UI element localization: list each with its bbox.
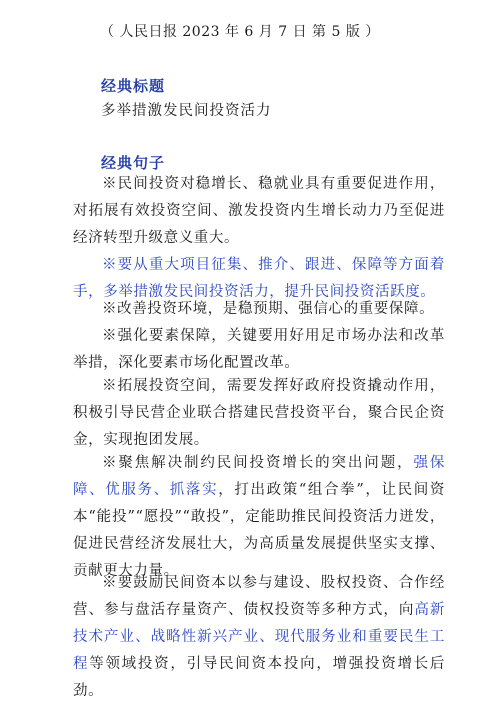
sentence-text: ※民间投资对稳增长、稳就业具有重要促进作用，对拓展有效投资空间、激发投资内生增长动力乃至促进经济转型升级意义重大。 bbox=[73, 176, 445, 246]
sentence-text: 等领域投资，引导民间资本投向，增强投资增长后劲。 bbox=[73, 656, 445, 699]
sentence-text: ※拓展投资空间，需要发挥好政府投资撬动作用，积极引导民营企业联合搭建民营投资平台，聚合民企资金，实现抱团发展。 bbox=[73, 378, 445, 448]
sentence-paragraph bbox=[73, 450, 445, 585]
sentence-text-highlight: 高新技术产业、战略性新兴产业、现代服务业和重要民生工程 bbox=[73, 602, 445, 672]
sentence-paragraph bbox=[73, 296, 445, 323]
sentence-text: ※要鼓励民间资本以参与建设、股权投资、合作经营、参与盘活存量资产、债权投资等多种方式，向 bbox=[73, 575, 445, 618]
source-citation: （ 人民日报 2023 年 6 月 7 日 第 5 版 ） bbox=[100, 24, 380, 40]
sentence-paragraph bbox=[73, 373, 445, 454]
sentence-paragraph bbox=[73, 323, 445, 377]
sentences-heading: 经典句子 bbox=[101, 154, 166, 172]
sentence-text: ※聚焦解决制约民间投资增长的突出问题， bbox=[102, 455, 414, 471]
sentence-text-highlight: ※要从重大项目征集、推介、跟进、保障等方面着手，多举措激发民间投资活力，提升民间投资活跃度。 bbox=[73, 257, 445, 300]
headline-heading: 经典标题 bbox=[101, 77, 166, 95]
sentence-text-highlight: 强保障、优服务、抓落实 bbox=[73, 455, 445, 498]
sentence-paragraph bbox=[73, 171, 445, 252]
headline-title: 多举措激发民间投资活力 bbox=[101, 103, 272, 119]
sentence-text: ，打出政策“组合拳”，让民间资本“能投”“愿投”“敢投”，定能助推民间投资活力迸发，促进民营经济发展壮大，为高质量发展提供坚实支撑、贡献更大力量。 bbox=[73, 482, 445, 579]
sentence-text: ※强化要素保障，关键要用好用足市场办法和改革举措，深化要素市场化配置改革。 bbox=[73, 328, 445, 371]
sentence-paragraph bbox=[73, 570, 445, 705]
sentence-text: ※改善投资环境，是稳预期、强信心的重要保障。 bbox=[102, 301, 435, 317]
